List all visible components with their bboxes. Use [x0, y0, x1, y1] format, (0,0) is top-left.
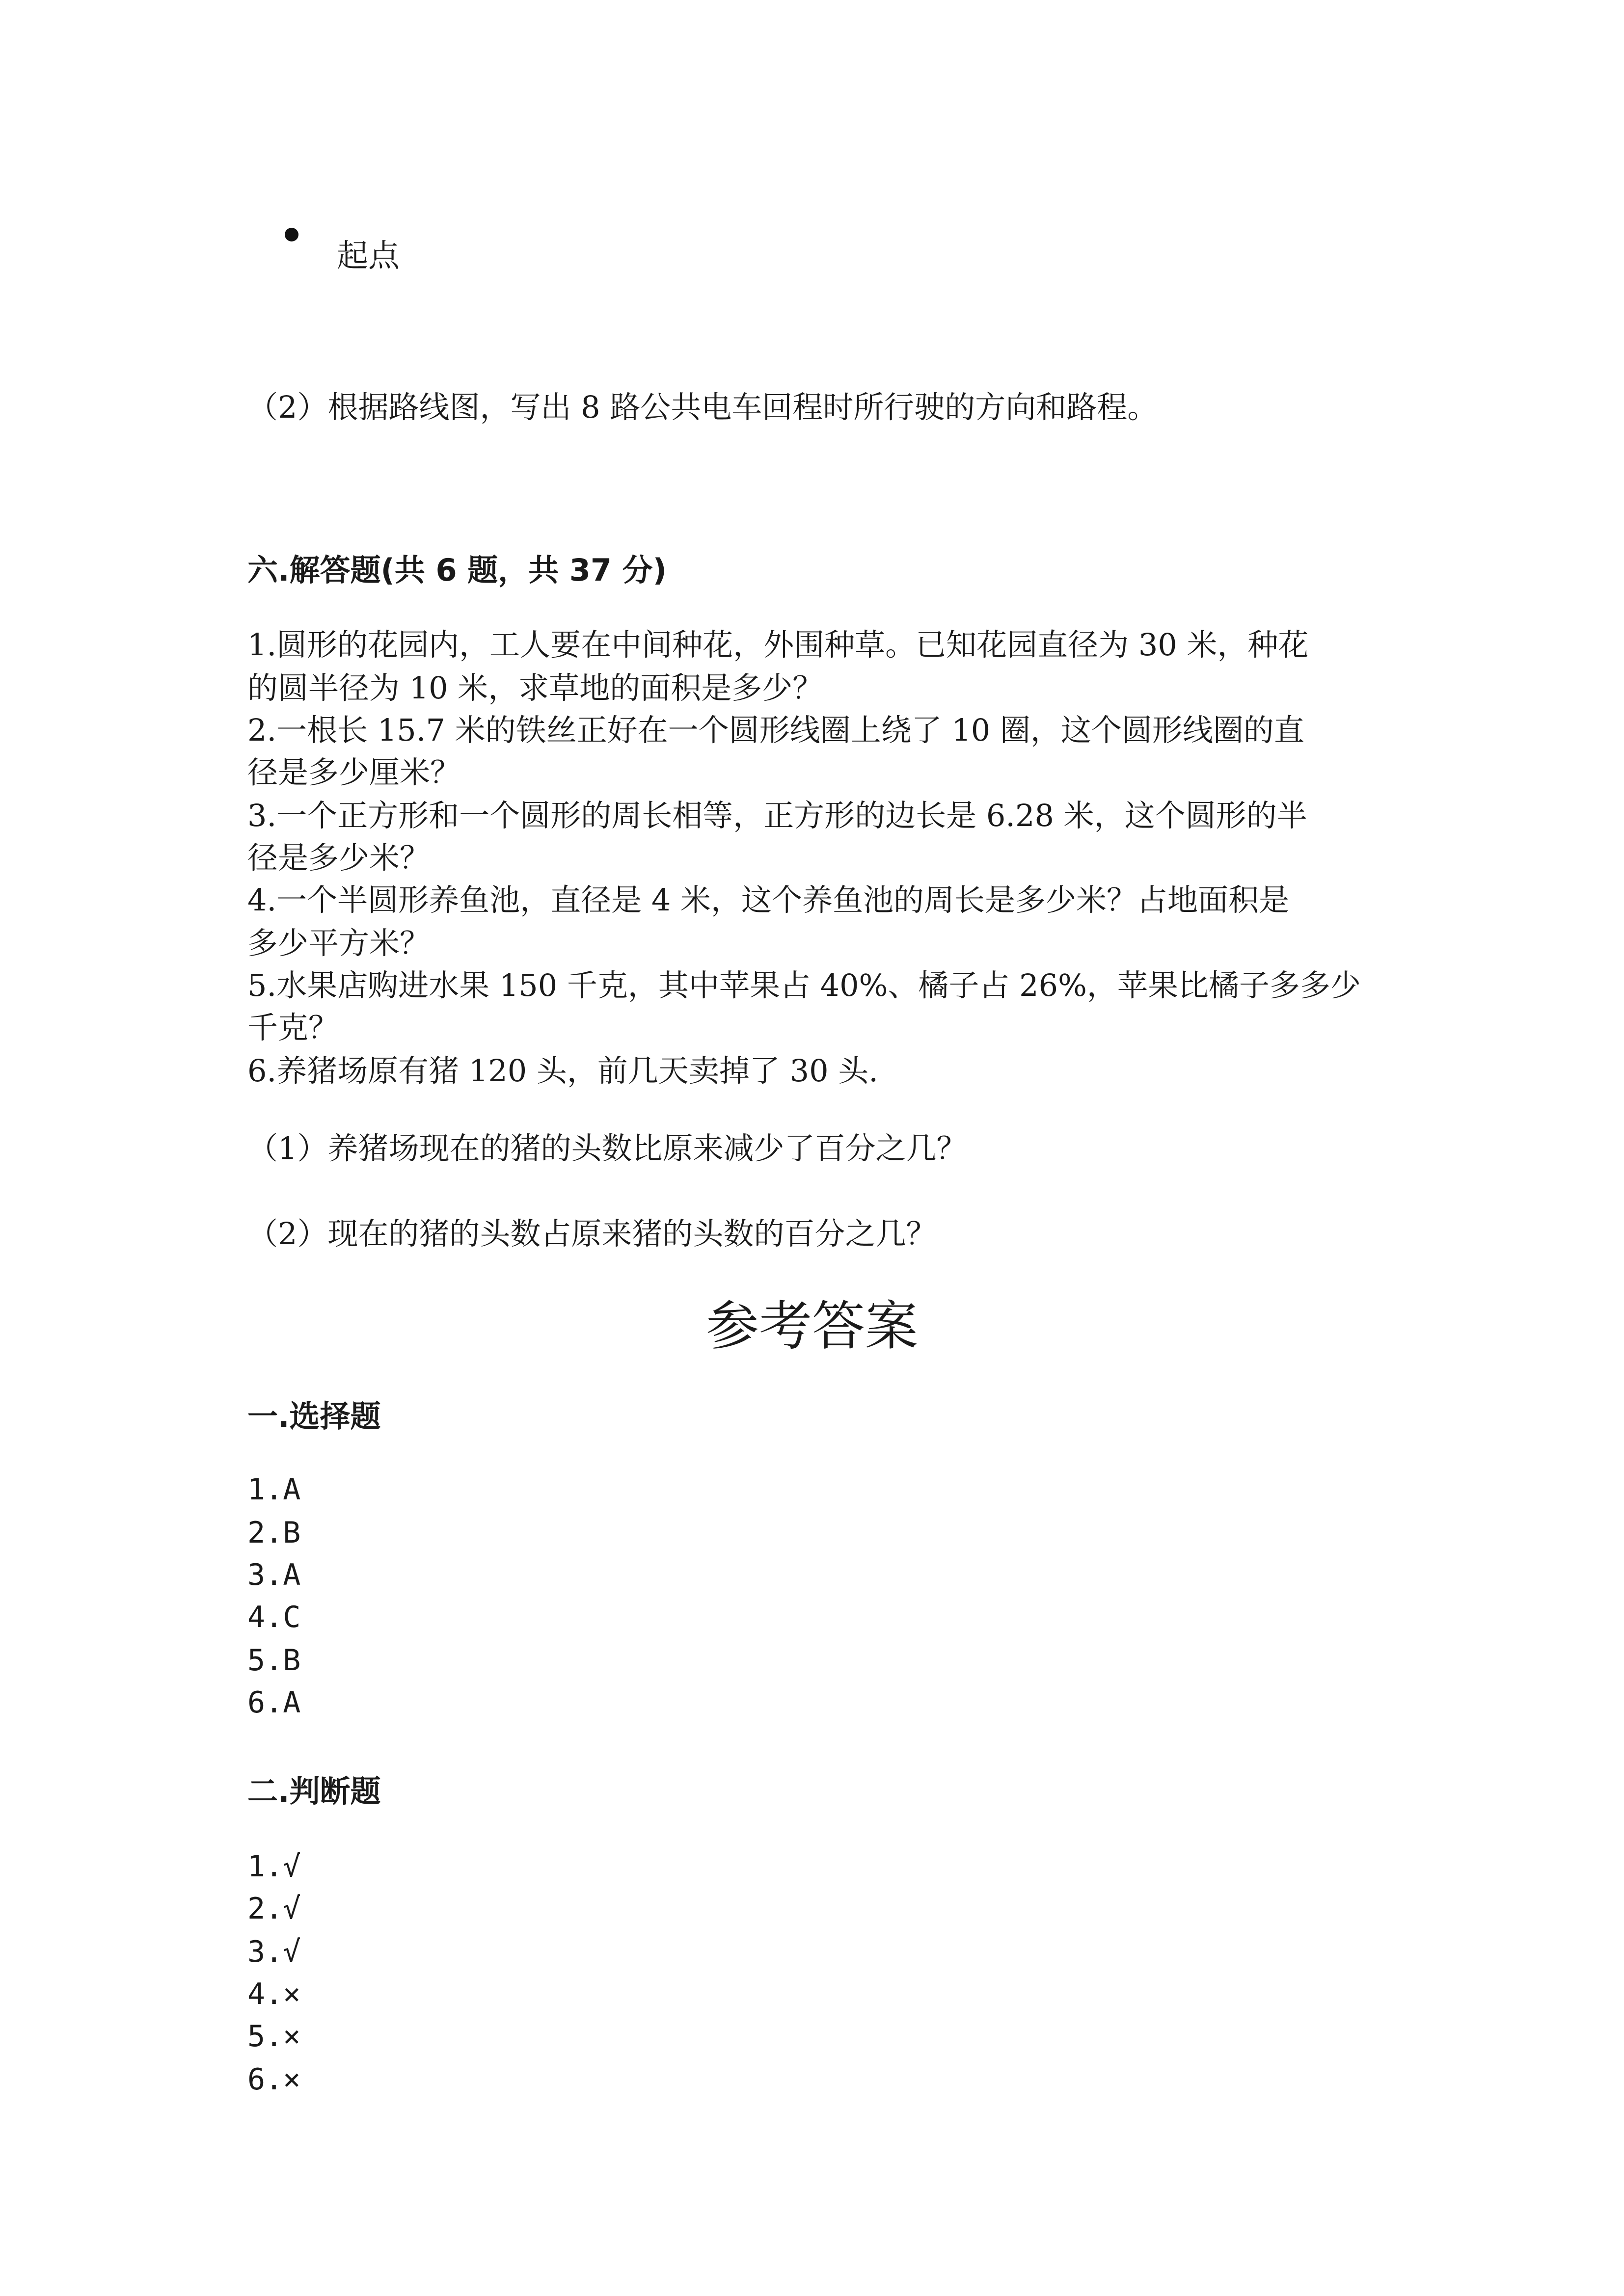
answer-item: 1.√ [247, 1849, 301, 1884]
answer-item: 3.A [247, 1558, 301, 1592]
answer-item: 5.× [247, 2019, 301, 2054]
answers-part1-heading: 一.选择题 [247, 1398, 381, 1434]
section5-question-2: （2）根据路线图，写出 8 路公共电车回程时所行驶的方向和路程。 [247, 389, 1158, 425]
problem-4-line-2: 多少平方米？ [247, 925, 431, 961]
answer-item: 4.C [247, 1600, 301, 1634]
problem-6-sub-1: （1）养猪场现在的猪的头数比原来减少了百分之几？ [247, 1130, 967, 1166]
answer-item: 2.√ [247, 1892, 301, 1926]
problem-2-line-2: 径是多少厘米？ [247, 754, 461, 790]
problem-1-line-2: 的圆半径为 10 米，求草地的面积是多少？ [247, 670, 823, 706]
problem-2-line-1: 2.一根长 15.7 米的铁丝正好在一个圆形线圈上绕了 10 圈，这个圆形线圈的直 [247, 712, 1304, 748]
answer-item: 6.× [247, 2062, 301, 2097]
start-point-label: 起点 [337, 238, 400, 274]
problem-3-line-1: 3.一个正方形和一个圆形的周长相等，正方形的边长是 6.28 米，这个圆形的半 [247, 798, 1307, 833]
answers-part2-heading: 二.判断题 [247, 1773, 381, 1809]
section6-heading: 六.解答题(共 6 题，共 37 分) [247, 552, 667, 588]
answer-item: 5.B [247, 1643, 301, 1678]
answer-item: 4.× [247, 1977, 301, 2011]
problem-4-line-1: 4.一个半圆形养鱼池，直径是 4 米，这个养鱼池的周长是多少米？占地面积是 [247, 882, 1290, 918]
answers-title: 参考答案 [705, 1296, 918, 1357]
answer-item: 6.A [247, 1685, 301, 1720]
start-point-marker [285, 228, 298, 241]
problem-3-line-2: 径是多少米？ [247, 840, 431, 876]
answer-item: 2.B [247, 1516, 301, 1550]
answer-item: 3.√ [247, 1935, 301, 1969]
answer-item: 1.A [247, 1472, 301, 1507]
problem-5-line-2: 千克？ [247, 1010, 339, 1045]
problem-1-line-1: 1.圆形的花园内，工人要在中间种花，外围种草。已知花园直径为 30 米，种花 [247, 627, 1309, 663]
problem-5-line-1: 5.水果店购进水果 150 千克，其中苹果占 40%、橘子占 26%，苹果比橘子多多少 [247, 967, 1361, 1003]
problem-6-line-1: 6.养猪场原有猪 120 头，前几天卖掉了 30 头. [247, 1053, 878, 1089]
problem-6-sub-2: （2）现在的猪的头数占原来猪的头数的百分之几？ [247, 1216, 937, 1252]
